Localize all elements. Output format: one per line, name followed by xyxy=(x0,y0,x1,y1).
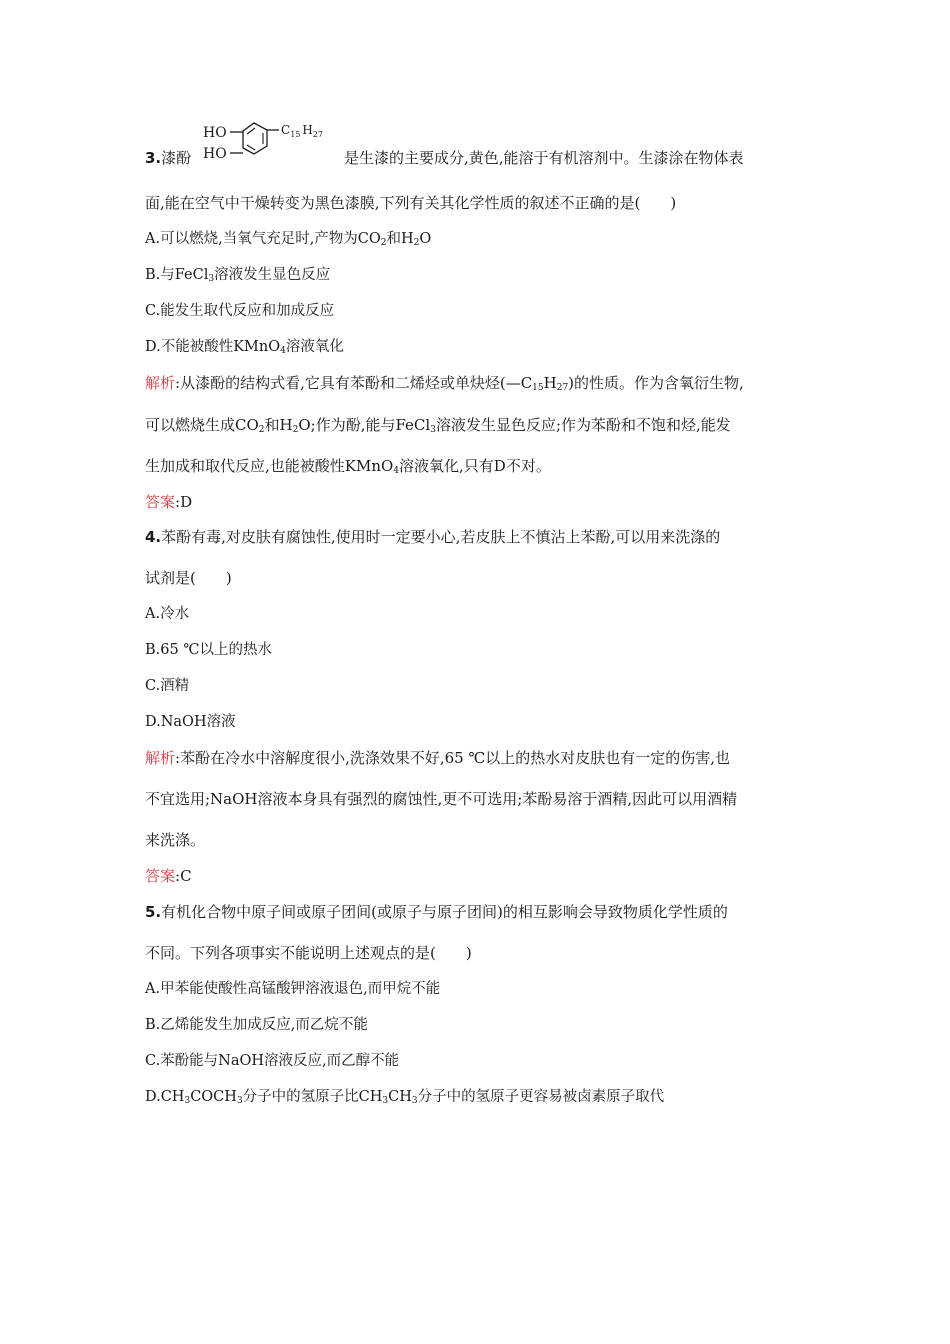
q3-analysis-line1: 解析:从漆酚的结构式看,它具有苯酚和二烯烃或单炔烃$(—C_{15}H_{27})$的性质。作为含氧衍生物, xyxy=(145,374,744,393)
q3-option-d: D.不能被酸性KMnO$_4$溶液氧化 xyxy=(145,339,344,356)
q3-stem-line2: 面,能在空气中干燥转变为黑色漆膜,下列有关其化学性质的叙述不正确的是( ) xyxy=(145,194,677,212)
q5-option-b: B.乙烯能发生加成反应,而乙烷不能 xyxy=(145,1017,368,1033)
q3-option-b: B.与FeCl$_3$溶液发生显色反应 xyxy=(145,267,331,284)
q4-analysis-line1: 解析:苯酚在冷水中溶解度很小,洗涤效果不好,65 ℃以上的热水对皮肤也有一定的伤害,也 xyxy=(145,749,731,767)
q5-stem-line2: 不同。下列各项事实不能说明上述观点的是( ) xyxy=(145,944,472,962)
q4-analysis-line3: 来洗涤。 xyxy=(145,831,206,849)
q4-option-c: C.酒精 xyxy=(145,678,190,694)
q4-stem-line1: 4.苯酚有毒,对皮肤有腐蚀性,使用时一定要小心,若皮肤上不慎沾上苯酚,可以用来洗涤的 xyxy=(145,528,721,546)
mol-chain-c: $C_{15}$ $H_{27}$ xyxy=(281,123,324,139)
q3-number: 3. xyxy=(145,149,162,167)
q3-analysis-line2: 可以燃烧生成$CO_2$和$H_2O$;作为酚,能与FeCl$_3$溶液发生显色反应;作为苯酚和不饱和烃,能发 xyxy=(145,416,731,435)
q4-analysis-line2: 不宜选用;NaOH溶液本身具有强烈的腐蚀性,更不可选用;苯酚易溶于酒精,因此可以用酒精 xyxy=(145,790,738,808)
q5-option-d: $D.CH_3COCH_3$分子中的氢原子比$CH_3CH_3$分子中的氢原子更容易被卤素原子取代 xyxy=(145,1089,665,1106)
q3-prefix: 漆酚 xyxy=(161,149,192,167)
analysis-label: 解析 xyxy=(145,374,176,392)
answer-label: 答案 xyxy=(145,493,176,511)
q5-option-a: A.甲苯能使酸性高锰酸钾溶液退色,而甲烷不能 xyxy=(145,981,441,997)
q5-number: 5. xyxy=(145,903,162,921)
q3-stem-line1-text: 是生漆的主要成分,黄色,能溶于有机溶剂中。生漆涂在物体表 xyxy=(344,149,744,167)
q4-option-d: D.NaOH溶液 xyxy=(145,714,236,730)
urushiol-structure xyxy=(203,118,343,170)
q4-number: 4. xyxy=(145,528,162,546)
mol-ho-bottom: HO xyxy=(203,146,227,162)
q4-stem-line2: 试剂是( ) xyxy=(145,569,232,587)
q3-stem-line1 xyxy=(145,148,191,168)
q4-option-a: A.冷水 xyxy=(145,606,190,622)
q5-option-c: C.苯酚能与NaOH溶液反应,而乙醇不能 xyxy=(145,1053,400,1069)
q3-analysis-line3: 生加成和取代反应,也能被酸性KMnO$_4$溶液氧化,只有D不对。 xyxy=(145,457,551,476)
q5-stem-line1: 5.有机化合物中原子间或原子团间(或原子与原子团间)的相互影响会导致物质化学性质的 xyxy=(145,903,728,921)
ring-double-bond-2 xyxy=(247,145,255,150)
q3-option-a: A.可以燃烧,当氧气充足时,产物为$CO_2$和$H_2O$ xyxy=(145,231,432,248)
q4-option-b: B.65 ℃以上的热水 xyxy=(145,642,273,658)
mol-ho-top: HO xyxy=(203,125,227,141)
q3-option-c: C.能发生取代反应和加成反应 xyxy=(145,303,335,319)
q3-answer: 答案:D xyxy=(145,493,193,511)
ring-double-bond-3 xyxy=(247,128,255,134)
q4-answer: 答案:C xyxy=(145,867,192,885)
